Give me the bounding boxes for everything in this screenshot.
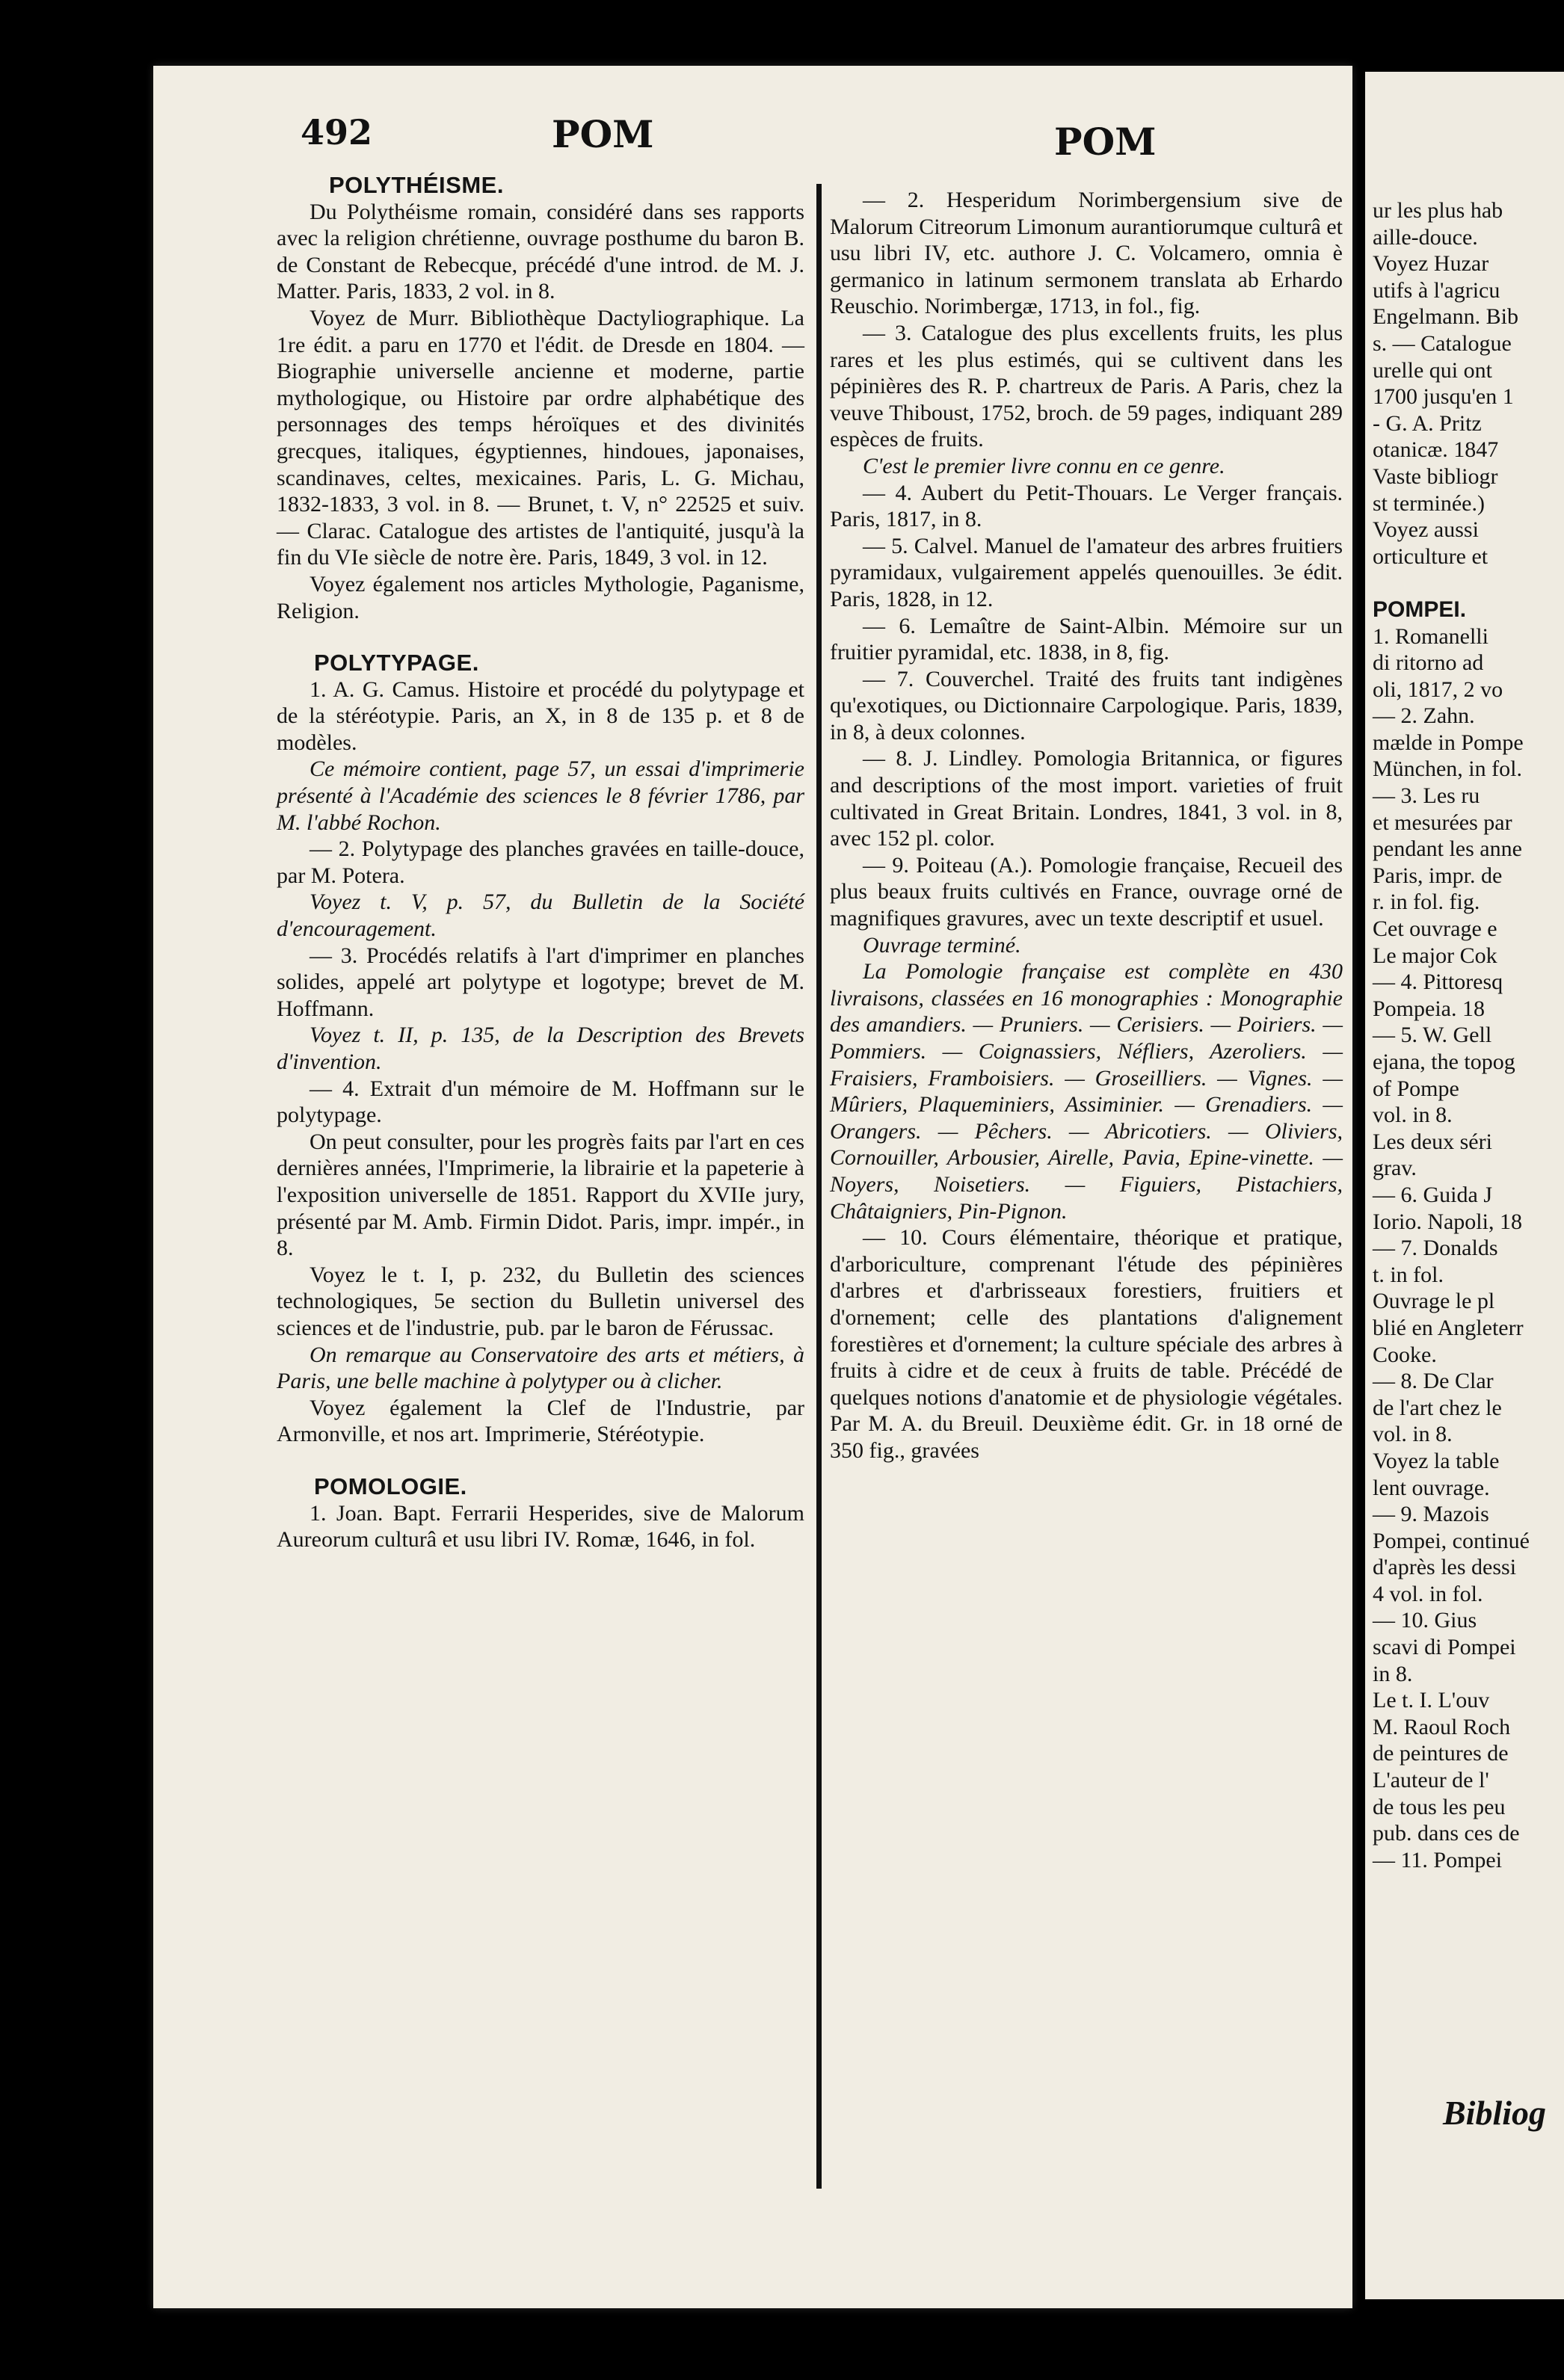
column-right [830,187,1343,1464]
next-page-line: scavi di Pompei [1373,1635,1516,1660]
next-page-line: d'après les dessi [1373,1555,1517,1580]
next-page-line: — 2. Zahn. [1373,703,1475,729]
next-page-line: — 10. Gius [1373,1608,1477,1633]
next-page-line: in 8. [1373,1661,1413,1686]
next-page-line: 4 vol. in fol. [1373,1581,1483,1606]
next-page-line: M. Raoul Roch [1373,1714,1511,1739]
next-page-line: et mesurées par [1373,810,1512,835]
next-page-line: Vaste bibliogr [1373,463,1498,489]
next-page-line: of Pompe [1373,1076,1459,1101]
entry-text: — 7. Couverchel. Traité des fruits tant indigènes qu'exotiques, ou Dictionnaire Carpologique. Paris, 1839, in 8, à deux colonnes. [830,666,1343,744]
page-number: 492 [301,112,373,152]
next-page-line: Cooke. [1373,1342,1437,1367]
entry-note: Ouvrage terminé. [863,932,1021,958]
next-page-line: — 11. Pompei [1373,1847,1503,1872]
entry-text: 1. Joan. Bapt. Ferrarii Hesperides, sive de Malorum Aureorum culturâ et usu libri IV. Romæ, 1646, in fol. [277,1500,804,1553]
entry-note: On remarque au Conservatoire des arts et métiers, à Paris, une belle machine à polytyper ou à clicher. [277,1342,804,1394]
entry-note: C'est le premier livre connu en ce genre. [863,453,1225,478]
entry-text: — 3. Procédés relatifs à l'art d'imprimer en planches solides, appelé art polytype et logotype; brevet de M. Hoffmann. [277,943,804,1021]
entry-text: — 6. Lemaître de Saint-Albin. Mémoire sur un fruitier pyramidal, etc. 1838, in 8, fig. [830,613,1343,665]
next-page-line: vol. in 8. [1373,1422,1453,1447]
next-page-line: vol. in 8. [1373,1103,1453,1128]
entry-heading-polytheisme: POLYTHÉISME. [329,172,504,198]
entry-note: Voyez t. V, p. 57, du Bulletin de la Société d'encouragement. [277,890,804,942]
next-page-line: urelle qui ont [1373,357,1492,383]
column-next-page [1373,197,1560,1873]
next-page-line: — 4. Pittoresq [1373,969,1503,995]
next-page-line: orticulture et [1373,543,1488,569]
next-page-line: Le t. I. L'ouv [1373,1688,1490,1713]
entry-text: Voyez également la Clef de l'Industrie, par Armonville, et nos art. Imprimerie, Stéréotypie. [277,1395,804,1447]
next-page-line: Pompeia. 18 [1373,996,1485,1021]
column-left [277,172,804,1553]
catchword: Bibliog [1443,2094,1547,2132]
next-page-line: de l'art chez le [1373,1395,1502,1420]
entry-text: Du Polythéisme romain, considéré dans ses rapports avec la religion chrétienne, ouvrage posthume du baron B. de Constant de Rebecque, précédé d'une introd. de M. J. Matter. Paris, 1833, 2 vol. in 8. [277,199,804,304]
next-page-line: aille-douce. [1373,224,1478,250]
entry-text: Voyez le t. I, p. 232, du Bulletin des sciences technologiques, 5e section du Bulletin universel des sciences et de l'industrie, pub. par le baron de Férussac. [277,1262,804,1340]
next-page-line: Le major Cok [1373,943,1497,968]
next-page-line: grav. [1373,1156,1417,1181]
running-head-right: POM [1054,120,1157,164]
entry-text: Voyez de Murr. Bibliothèque Dactyliographique. La 1re édit. a paru en 1770 et l'édit. de Dresde en 1804. —Biographie universelle ancienne et moderne, partie mythologique, ou Histoire par ordre alphabétique des personnages des temps héroïques et des divinités grecques, italiques, égyptiennes, hindoues, japonaises, scandinaves, celtes, mexicaines. Paris, L. G. Michau, 1832-1833, 3 vol. in 8. — Brunet, t. V, n° 22525 et suiv. — Clarac. Catalogue des artistes de l'antiquité, jusqu'à la fin du VIe siècle de notre ère. Paris, 1849, 3 vol. in 12. [277,305,804,570]
entry-text: — 3. Catalogue des plus excellents fruits, les plus rares et les plus estimés, qui se cultivent dans les pépinières des R. P. chartreux de Paris. A Paris, chez la veuve Thiboust, 1752, broch. de 59 pages, indiquant 289 espèces de fruits. [830,320,1343,452]
next-page-line: 1. Romanelli [1373,623,1488,649]
next-page-line: 1700 jusqu'en 1 [1373,384,1514,410]
next-page-line: Ouvrage le pl [1373,1289,1495,1314]
next-page-line: blié en Angleterr [1373,1315,1524,1340]
entry-note: Voyez t. II, p. 135, de la Description des Brevets d'invention. [277,1023,804,1074]
entry-text: — 4. Aubert du Petit-Thouars. Le Verger français. Paris, 1817, in 8. [830,480,1343,532]
next-page-line: Voyez la table [1373,1448,1500,1473]
entry-heading-pomologie: POMOLOGIE. [314,1473,467,1499]
entry-note: Ce mémoire contient, page 57, un essai d'imprimerie présenté à l'Académie des sciences le 8 février 1786, par M. l'abbé Rochon. [277,756,804,835]
next-page-line: de peintures de [1373,1741,1509,1766]
next-page-line: Voyez Huzar [1373,251,1489,277]
next-page-line: pendant les anne [1373,836,1522,862]
next-page-line: — 8. De Clar [1373,1369,1494,1394]
next-page-line: t. in fol. [1373,1262,1444,1287]
entry-heading-polytypage: POLYTYPAGE. [314,650,479,676]
next-page-line: de tous les peu [1373,1794,1506,1819]
next-page-line: Les deux séri [1373,1129,1492,1154]
entry-text: — 5. Calvel. Manuel de l'amateur des arbres fruitiers pyramidaux, vulgairement appelés quenouilles. 3e édit. Paris, 1828, in 12. [830,533,1343,611]
entry-text: 1. A. G. Camus. Histoire et procédé du polytypage et de la stéréotypie. Paris, an X, in 8 de 135 p. et 8 de modèles. [277,676,804,755]
entry-heading-pompei: POMPEI. [1373,596,1467,622]
next-page-line: r. in fol. fig. [1373,890,1480,915]
next-page-line: Pompei, continué [1373,1528,1530,1553]
next-page-line: München, in fol. [1373,756,1522,782]
next-page-line: Voyez aussi [1373,517,1479,543]
next-page-line: L'auteur de l' [1373,1768,1489,1793]
next-page-line: st terminée.) [1373,490,1485,516]
column-divider [816,184,822,2189]
entry-text: — 8. J. Lindley. Pomologia Britannica, or figures and descriptions of the most import. varieties of fruit cultivated in Great Britain. Londres, 1841, 3 vol. in 8, avec 152 pl. color. [830,746,1343,851]
entry-text: — 9. Poiteau (A.). Pomologie française, Recueil des plus beaux fruits cultivés en France, ouvrage orné de magnifiques gravures, avec un texte descriptif et usuel. [830,852,1343,931]
spacer [277,624,804,650]
next-page-line [1373,570,1560,596]
next-page-line: — 3. Les ru [1373,783,1480,809]
entry-text: — 4. Extrait d'un mémoire de M. Hoffmann sur le polytypage. [277,1076,804,1128]
entry-text: — 2. Hesperidum Norimbergensium sive de Malorum Citreorum Limonum aurantiorumque culturâ et usu libri IV, etc. authore J. C. Volcamero, omnia è germanico in latinum sermonem translata ab Erhardo Reuschio. Norimbergæ, 1713, in fol., fig. [830,188,1343,319]
next-page-line: utifs à l'agricu [1373,277,1500,303]
next-page-line: Engelmann. Bib [1373,304,1518,330]
next-page-line: Iorio. Napoli, 18 [1373,1209,1522,1234]
next-page-line: mælde in Pompe [1373,730,1524,755]
entry-text: On peut consulter, pour les progrès faits par l'art en ces dernières années, l'Imprimerie, la librairie et la papeterie à l'exposition universelle de 1851. Rapport du XVIIe jury, présenté par M. Amb. Firmin Didot. Paris, impr. impér., in 8. [277,1129,804,1261]
entry-text: — 2. Polytypage des planches gravées en taille-douce, par M. Potera. [277,836,804,888]
next-page-line: pub. dans ces de [1373,1821,1520,1846]
next-page-line: Cet ouvrage e [1373,916,1497,942]
next-page-line: oli, 1817, 2 vo [1373,676,1503,702]
next-page-line: — 9. Mazois [1373,1502,1489,1527]
next-page-line: di ritorno ad [1373,650,1484,676]
next-page-line: — 7. Donalds [1373,1236,1498,1261]
next-page-line: - G. A. Pritz [1373,410,1482,436]
next-page-line: ur les plus hab [1373,198,1503,223]
running-head-left: POM [552,112,654,156]
entry-text: — 10. Cours élémentaire, théorique et pratique, d'arboriculture, comprenant l'étude des pépinières d'arbres et d'arbrisseaux forestiers, fruitiers et d'ornement; celle des plantations d'alignement forestières et d'ornement; la culture spéciale des arbres à fruits à cidre et de ceux à fruits de table. Précédé de quelques notions d'anatomie et de physiologie végétales. Par M. A. du Breuil. Deuxième édit. Gr. in 18 orné de 350 fig., gravées [830,1225,1343,1463]
entry-text: Voyez également nos articles Mythologie, Paganisme, Religion. [277,571,804,623]
next-page-line: otanicæ. 1847 [1373,437,1499,463]
next-page-line: Paris, impr. de [1373,863,1503,888]
next-page-line: lent ouvrage. [1373,1475,1490,1500]
next-page-line: s. — Catalogue [1373,330,1512,356]
next-page-line: ejana, the topog [1373,1049,1515,1074]
next-page-line: — 5. W. Gell [1373,1023,1492,1048]
next-page-line: — 6. Guida J [1373,1182,1492,1207]
entry-note: La Pomologie française est complète en 430 livraisons, classées en 16 monographies : Monographie des amandiers. — Pruniers. — Cerisiers. — Poiriers. — Pommiers. — Coignassiers, Néfliers, Azeroliers. — Fraisiers, Framboisiers. — Groseilliers. — Vignes. — Mûriers, Plaqueminiers, Assiminier. — Grenadiers. — Orangers. — Pêchers. — Abricotiers. — Oliviers, Cornouiller, Arbousier, Airelle, Pavia, Epine-vinette. — Noyers, Noisetiers. — Figuiers, Pistachiers, Châtaigniers, Pin-Pignon. [830,959,1343,1224]
spacer [277,1448,804,1473]
